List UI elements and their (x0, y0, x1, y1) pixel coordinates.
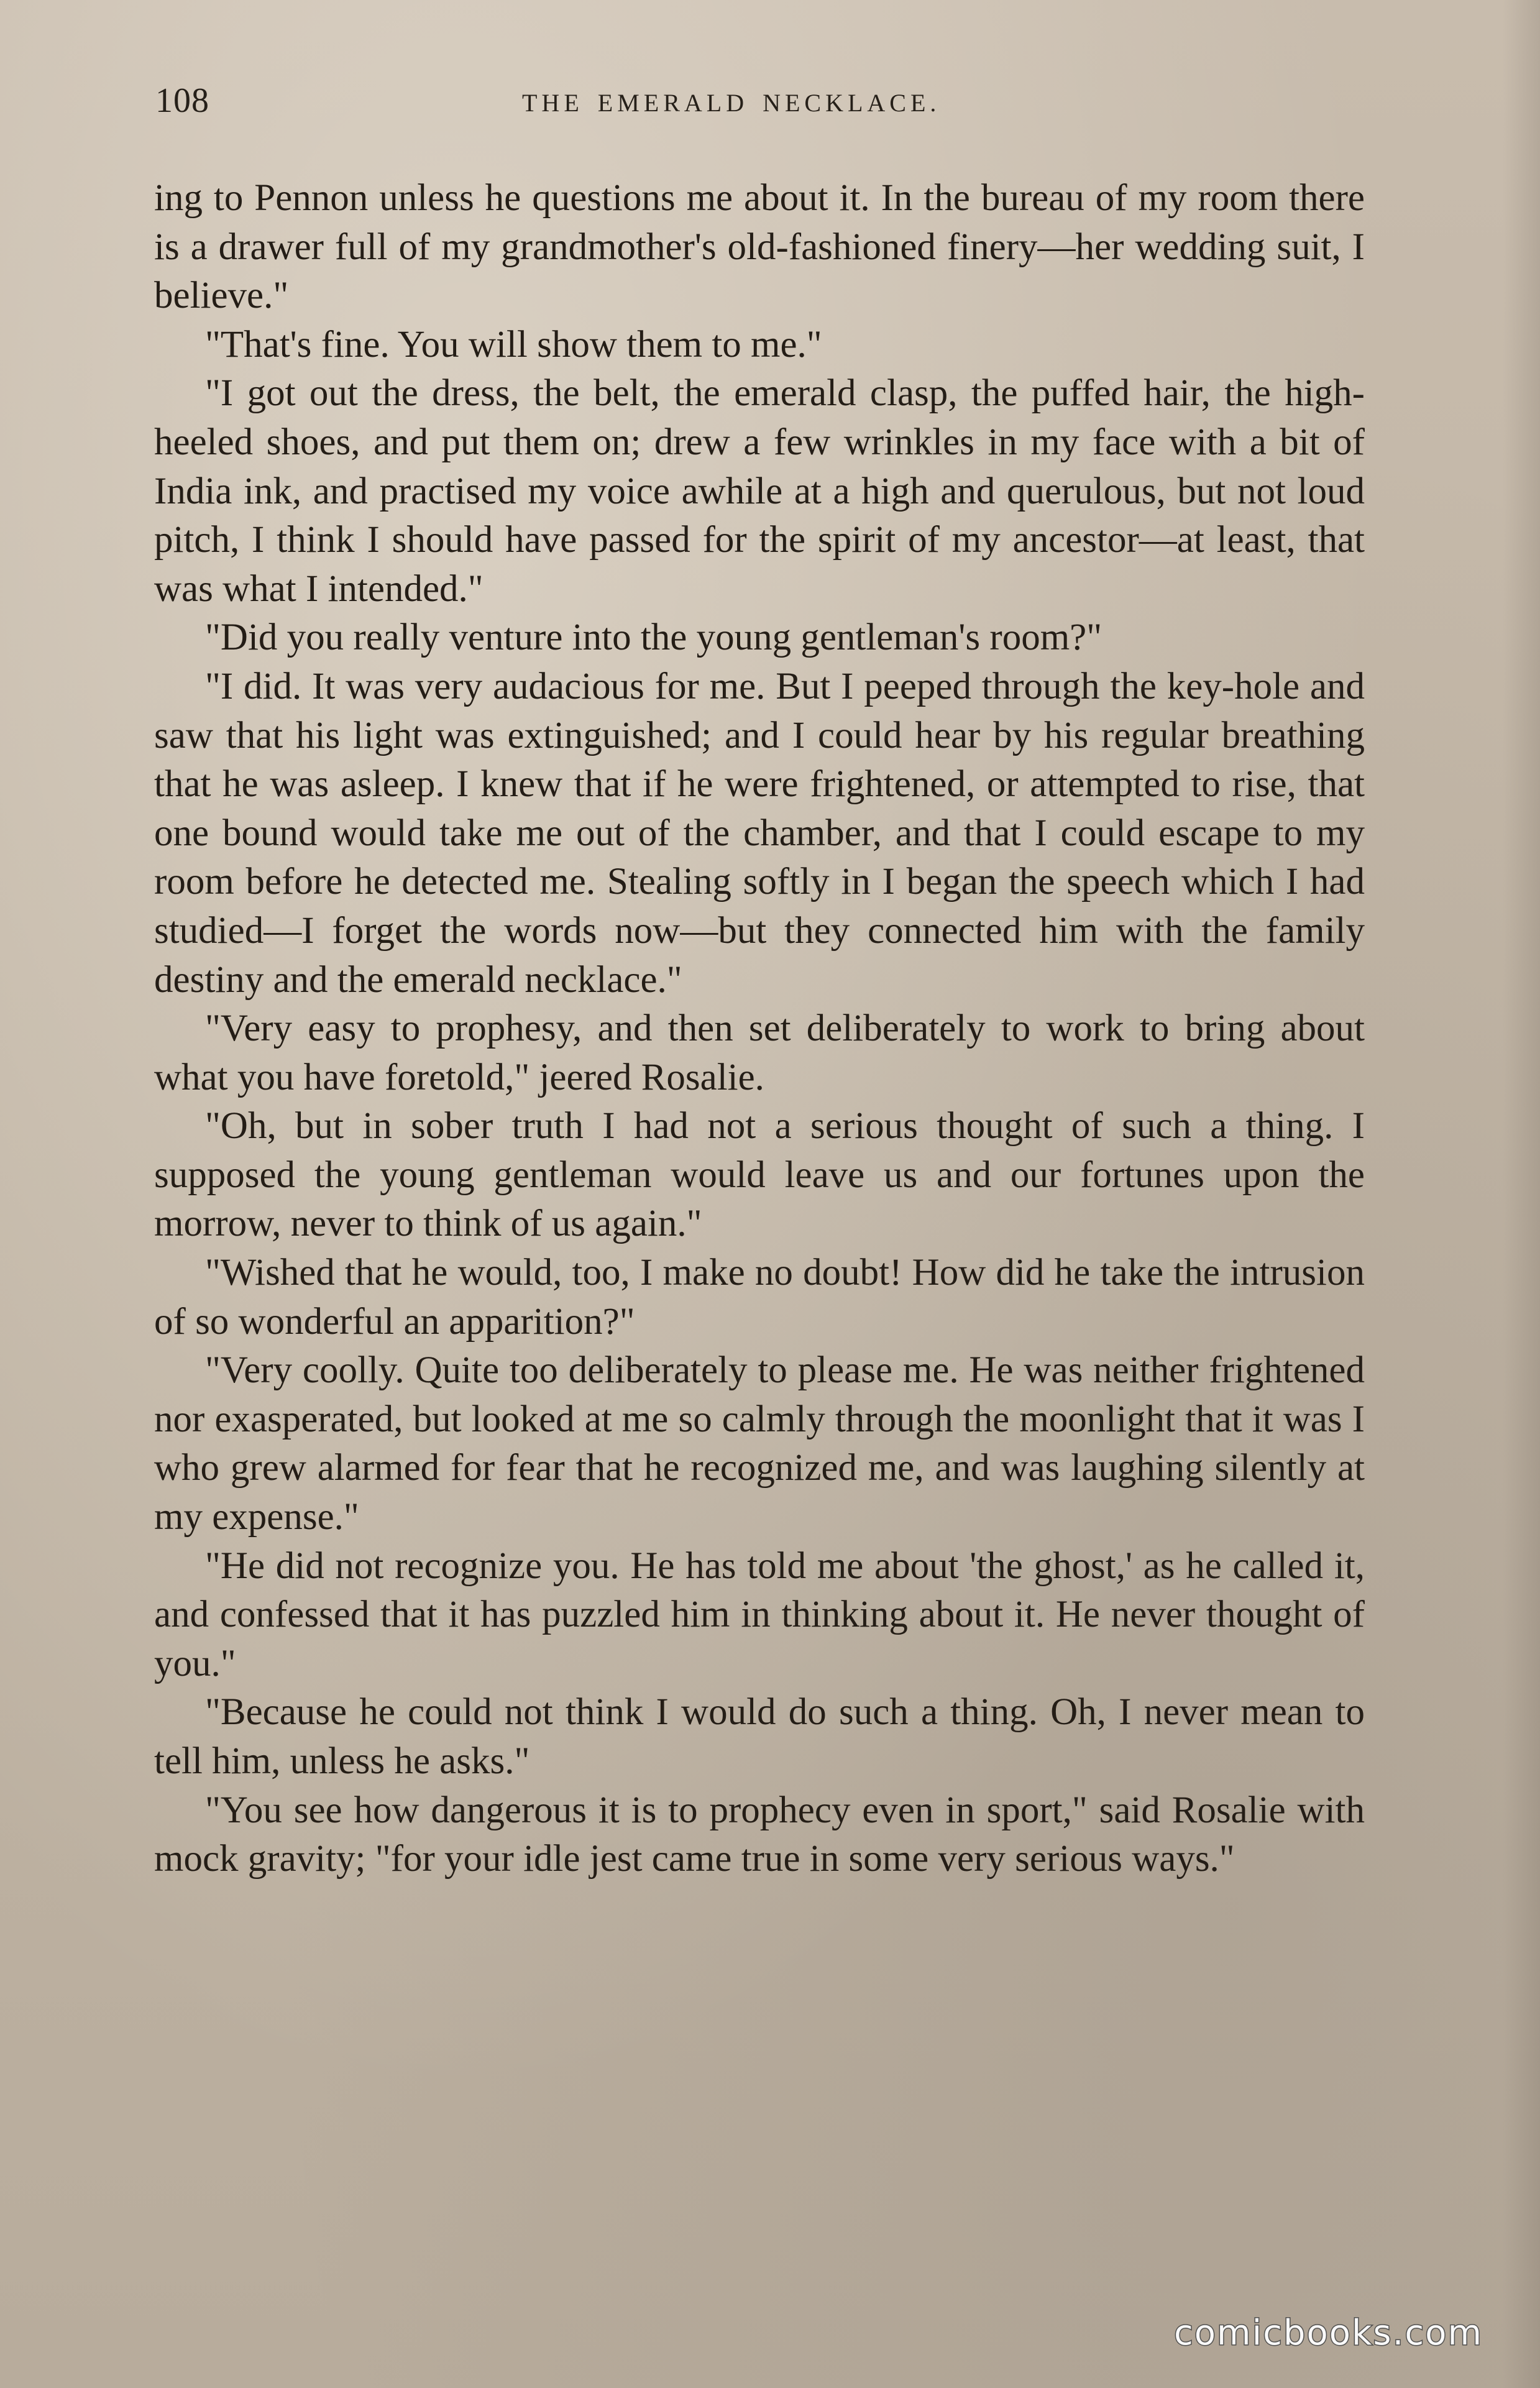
body-text (154, 174, 1365, 1884)
paragraph: "Very coolly. Quite too deliberately to please me. He was neither frightened nor exasperated, but looked at me so calmly through the moonlight that it was I who grew alarmed for fear that he recognized me, and was laughing silently at my expense." (154, 1349, 1365, 1538)
paragraph: "That's fine. You will show them to me." (205, 323, 822, 365)
paragraph: "Did you really venture into the young gentleman's room?" (205, 617, 1102, 659)
paragraph: "Very easy to prophesy, and then set deliberately to work to bring about what you have foretold," jeered Rosalie. (154, 1008, 1365, 1098)
watermark: comicbooks.com (1173, 2313, 1483, 2353)
paragraph: "Wished that he would, too, I make no doubt! How did he take the intrusion of so wonderful an apparition?" (154, 1252, 1365, 1343)
paragraph: "He did not recognize you. He has told me about 'the ghost,' as he called it, and confessed that it has puzzled him in thinking about it. He never thought of you." (154, 1545, 1365, 1684)
paragraph: "Oh, but in sober truth I had not a serious thought of such a thing. I supposed the young gentleman would leave us and our fortunes upon the morrow, never to think of us again." (154, 1105, 1365, 1245)
paragraph: ing to Pennon unless he questions me about it. In the bureau of my room there is a drawer full of my grandmother's old-fashioned finery—her wedding suit, I believe." (154, 177, 1365, 317)
paragraph: "I did. It was very audacious for me. But I peeped through the key-hole and saw that his light was extinguished; and I could hear by his regular breathing that he was asleep. I knew that if he were frightened, or attempted to rise, that one bound would take me out of the chamber, and that I could escape to my room before he detected me. Stealing softly in I began the speech which I had studied—I forget the words now—but they connected him with the family destiny and the emerald necklace." (154, 665, 1365, 1001)
paragraph: "I got out the dress, the belt, the emerald clasp, the puffed hair, the high-heeled shoes, and put them on; drew a few wrinkles in my face with a bit of India ink, and practised my voice awhile at a high and querulous, but not loud pitch, I think I should have passed for the spirit of my ancestor—at least, that was what I intended." (154, 372, 1365, 610)
paragraph: "You see how dangerous it is to prophecy even in sport," said Rosalie with mock gravity; "for your idle jest came true in some very serious ways." (154, 1789, 1365, 1880)
paragraph: "Because he could not think I would do such a thing. Oh, I never mean to tell him, unless he asks." (154, 1691, 1365, 1782)
running-title: THE EMERALD NECKLACE. (522, 89, 941, 117)
page-header (155, 81, 1373, 131)
page-number: 108 (155, 81, 209, 120)
